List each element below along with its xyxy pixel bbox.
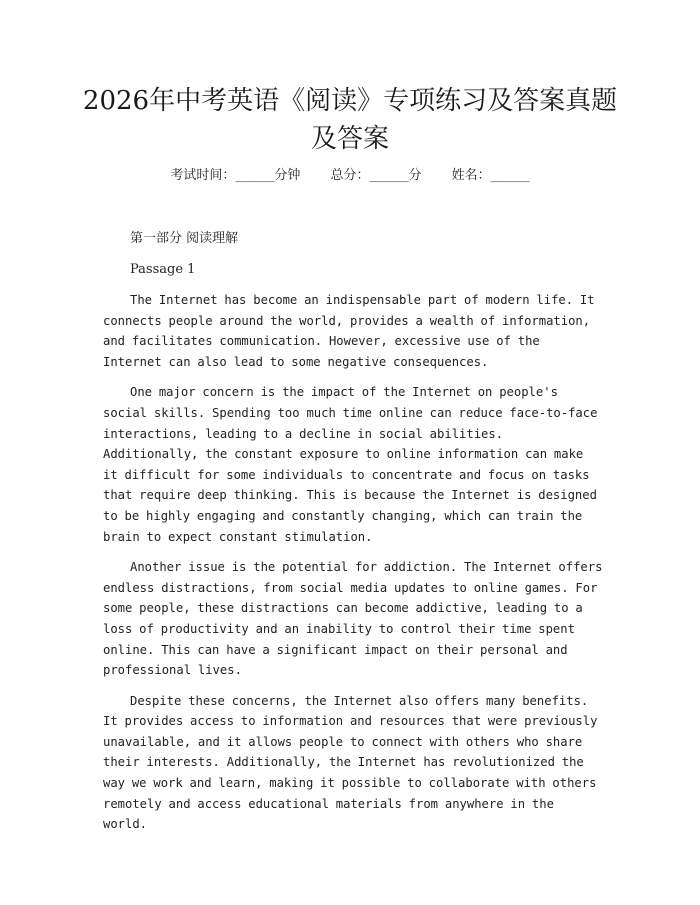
section-heading: 第一部分 阅读理解 (130, 231, 239, 246)
document-title: 2026年中考英语《阅读》专项练习及答案真题及答案 (82, 86, 618, 154)
passage-label: Passage 1 (130, 262, 196, 277)
exam-info-line (0, 166, 700, 186)
student-name-blank: ______ (490, 168, 530, 183)
total-score-blank: ______ (369, 168, 409, 183)
total-score-unit: 分 (408, 168, 422, 183)
exam-time-label: 考试时间： (170, 168, 236, 183)
exam-time-unit: 分钟 (274, 168, 301, 183)
exam-time (170, 168, 300, 183)
exam-time-blank: ______ (235, 168, 275, 183)
total-score (330, 168, 421, 183)
paragraph: One major concern is the impact of the Internet on people's social skills. Spending too much time online can reduce face-to-face interactions, leading to a decline in social abilities. Additionally, the constant exposure to online information can make it difficult for some individuals to concentrate and focus on tasks that require deep thinking. This is because the Internet is designed to be highly engaging and constantly changing, which can train the brain to expect constant stimulation. (103, 385, 598, 544)
document-body (103, 229, 603, 845)
total-score-label: 总分： (330, 168, 370, 183)
student-name-label: 姓名： (451, 168, 491, 183)
paragraph: Despite these concerns, the Internet also offers many benefits. It provides access to information and resources that were previously unavailable, and it allows people to connect with others who share their interests. Additionally, the Internet has revolutionized the way we work and learn, making it possible to collaborate with others remotely and access educational materials from anywhere in the world. (103, 693, 598, 832)
paragraph: Another issue is the potential for addiction. The Internet offers endless distractions, from social media updates to online games. For some people, these distractions can become addictive, leading to a loss of productivity and an inability to control their time spent online. This can have a significant impact on their personal and professional lives. (103, 560, 603, 678)
paragraph: The Internet has become an indispensable part of modern life. It connects people around the world, provides a wealth of information, and facilitates communication. However, excessive use of the Internet can also lead to some negative consequences. (103, 293, 595, 369)
student-name (452, 168, 530, 183)
